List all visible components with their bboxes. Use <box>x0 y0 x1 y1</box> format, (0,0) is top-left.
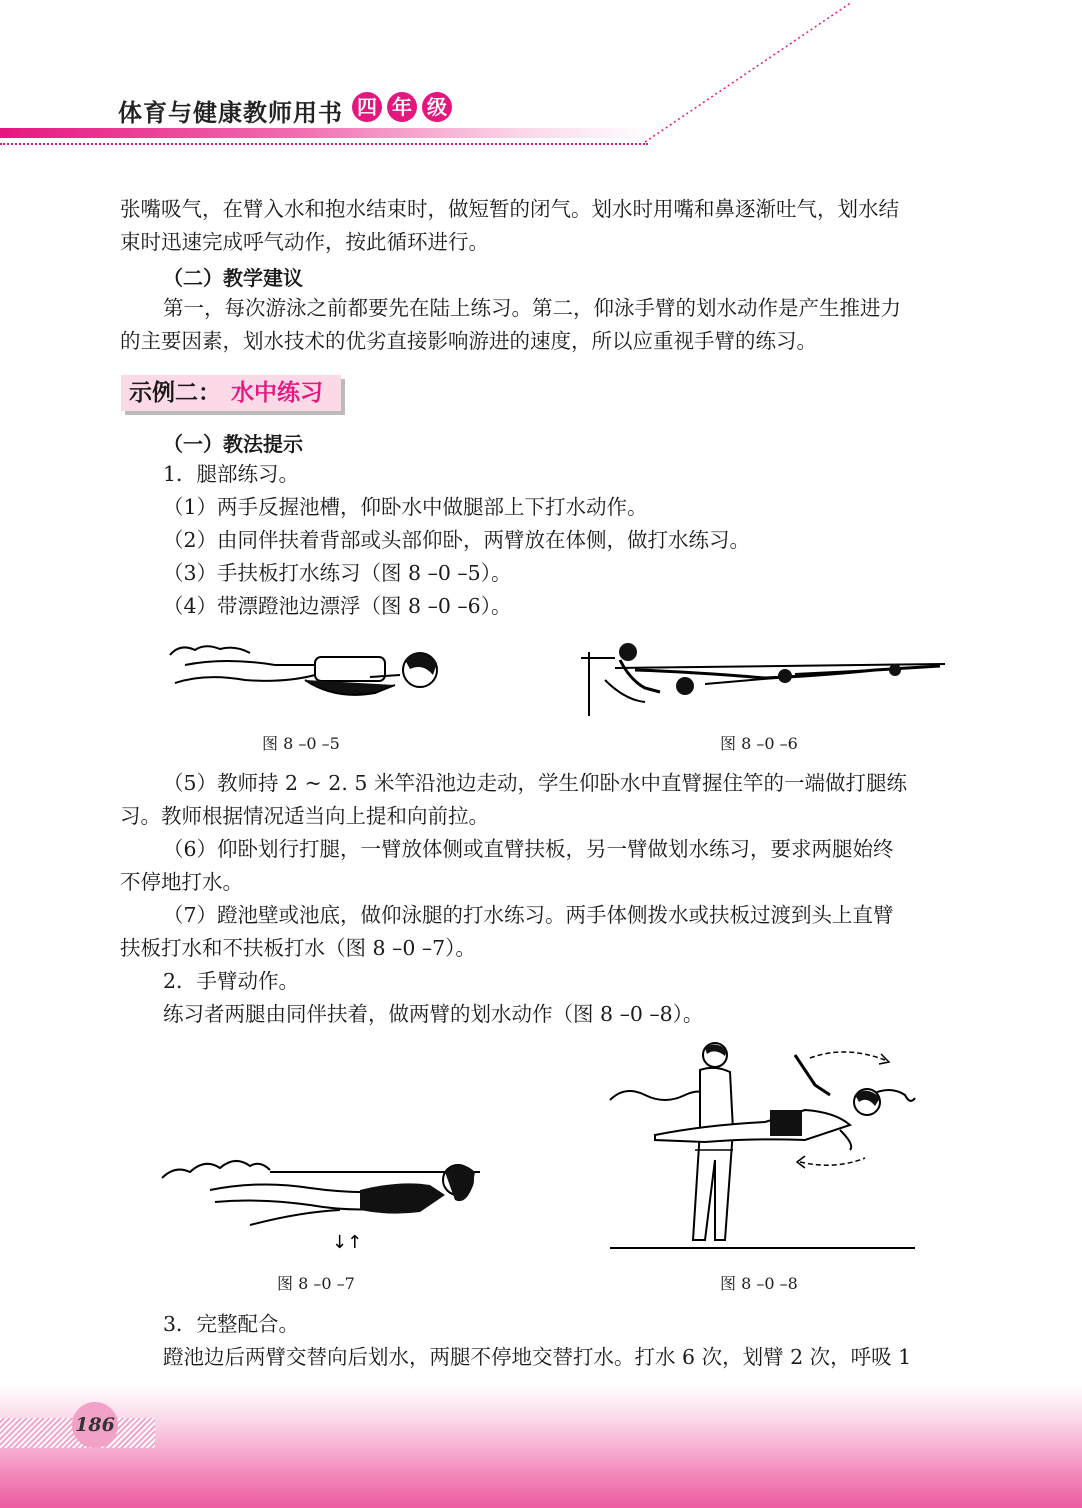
heading-teaching-method: （一）教法提示 <box>163 432 303 456</box>
item1-5-line1: （5）教师持 2 ~ 2. 5 米竿沿池边走动，学生仰卧水中直臂握住竿的一端做打腿练 <box>163 771 907 795</box>
item1-heading: 1．腿部练习。 <box>163 462 300 486</box>
item1-6-line1: （6）仰卧划行打腿，一臂放体侧或直臂扶板，另一臂做划水练习，要求两腿始终 <box>163 837 894 861</box>
p1-line1: 张嘴吸气，在臂入水和抱水结束时，做短暂的闭气。划水时用嘴和鼻逐渐吐气，划水结 <box>120 197 899 221</box>
item1-7-line1: （7）蹬池壁或池底，做仰泳腿的打水练习。两手体侧拨水或扶板过渡到头上直臂 <box>163 903 894 927</box>
item3-heading: 3．完整配合。 <box>163 1312 300 1336</box>
item1-5-line2: 习。教师根据情况适当向上提和向前拉。 <box>120 804 489 828</box>
example-label: 示例二： <box>129 380 221 406</box>
example-title: 水中练习 <box>231 380 323 406</box>
heading-teaching-suggestion: （二）教学建议 <box>163 266 303 290</box>
figure-8-0-5-kickboard-illustration <box>165 635 450 710</box>
page-number: 186 <box>72 1402 118 1448</box>
p1-line2: 束时迅速完成呼气动作，按此循环进行。 <box>120 230 489 254</box>
item1-4: （4）带漂蹬池边漂浮（图 8 –0 –6）。 <box>163 594 512 618</box>
figure-8-0-8-caption: 图 8 –0 –8 <box>720 1274 798 1293</box>
footer-band <box>0 1385 1082 1508</box>
book-title: 体育与健康教师用书 <box>118 99 343 127</box>
grade-badge-2: 年 <box>387 92 417 122</box>
header-dotted-rule <box>0 143 648 145</box>
figure-8-0-6-caption: 图 8 –0 –6 <box>720 734 798 753</box>
figure-8-0-7-back-kick-illustration <box>160 1150 485 1255</box>
example-heading-box <box>121 375 341 411</box>
figure-8-0-6-float-push-illustration <box>575 630 947 718</box>
item1-1: （1）两手反握池槽，仰卧水中做腿部上下打水动作。 <box>163 495 648 519</box>
item3-text: 蹬池边后两臂交替向后划水，两腿不停地交替打水。打水 6 次，划臂 2 次，呼吸 1 <box>163 1345 912 1369</box>
item1-7-line2: 扶板打水和不扶板打水（图 8 –0 –7）。 <box>120 936 476 960</box>
p2-line1: 第一，每次游泳之前都要先在陆上练习。第二，仰泳手臂的划水动作是产生推进力 <box>163 296 901 320</box>
figure-8-0-8-partner-arm-stroke-illustration <box>605 1040 920 1255</box>
svg-text:↓↑: ↓↑ <box>332 1232 363 1253</box>
figure-8-0-5-caption: 图 8 –0 –5 <box>262 734 340 753</box>
item1-3: （3）手扶板打水练习（图 8 –0 –5）。 <box>163 561 512 585</box>
p2-line2: 的主要因素，划水技术的优劣直接影响游进的速度，所以应重视手臂的练习。 <box>120 329 817 353</box>
item1-2: （2）由同伴扶着背部或头部仰卧，两臂放在体侧，做打水练习。 <box>163 528 751 552</box>
grade-badge-3: 级 <box>422 92 452 122</box>
grade-badge-1: 四 <box>352 92 382 122</box>
item2-text: 练习者两腿由同伴扶着，做两臂的划水动作（图 8 –0 –8）。 <box>163 1002 704 1026</box>
item1-6-line2: 不停地打水。 <box>120 870 243 894</box>
item2-heading: 2．手臂动作。 <box>163 969 300 993</box>
figure-8-0-7-caption: 图 8 –0 –7 <box>277 1274 355 1293</box>
header-diagonal-decoration <box>640 0 860 146</box>
header-bar <box>0 128 650 138</box>
